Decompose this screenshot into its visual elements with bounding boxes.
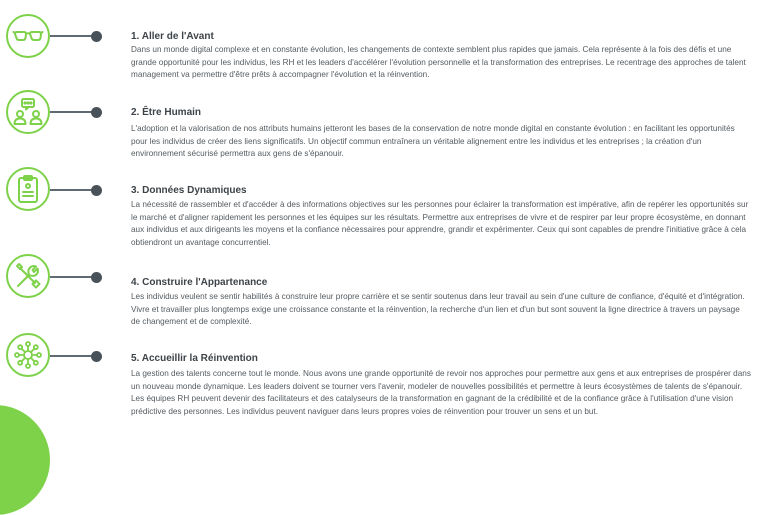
section-body: La nécessité de rassembler et d'accéder à des informations objectives sur les personnes pour éclairer la transformation est impérative, afin de repérer les opportunités sur le marché et d'aligner rapidement les personnes et les équipes sur les résultats. Permettre aux entreprises de vivre et de respirer par leur propre écosystème, en donnant aux individus et aux dirigeants les moyens et la confiance nécessaires pour apprendre, grandir et expérimenter. Ceux qui sont capables de prendre l'initiative grâce à cela obtiendront un avantage concurrentiel. <box>131 200 749 247</box>
connector-line <box>50 111 94 113</box>
connector-dot <box>91 272 102 283</box>
connector-dot <box>91 107 102 118</box>
connector-dot <box>91 31 102 42</box>
network-icon <box>6 333 50 377</box>
section-body: Dans un monde digital complexe et en constante évolution, les changements de contexte semblent plus rapides que jamais. Cela représente à la fois des défis et une grande opportunité pour les individus, les RH et les leaders d'accélérer l'évolution personnelle et la transformation des entreprises. Le recentrage des approches de talent management va permettre d'être prêts à accompagner l'évolution et la réinvention. <box>131 45 746 79</box>
connector-dot <box>91 351 102 362</box>
people-conversation-icon <box>6 90 50 134</box>
section-title: 2. Être Humain <box>131 107 202 118</box>
section-title: 1. Aller de l'Avant <box>131 31 214 42</box>
section-body: L'adoption et la valorisation de nos attributs humains jetteront les bases de la conservation de notre monde digital en constante évolution : en facilitant les opportunités pour les individus de créer des liens significatifs. Un objectif commun entraînera un véritable alignement entre les individus et les entreprises ; la création d'un environnement sécurisé permettra aux gens de s'épanouir. <box>131 124 735 158</box>
connector-dot <box>91 185 102 196</box>
decorative-corner-shape <box>0 405 50 515</box>
tools-icon <box>6 254 50 298</box>
section-body: La gestion des talents concerne tout le monde. Nous avons une grande opportunité de revoir nos approches pour permettre aux gens et aux entreprises de prospérer dans un nouveau monde dynamique. Les leaders doivent se tourner vers l'avenir, modeler de nouvelles possibilités et permettre à leurs écosystèmes de talents de s'épanouir. Les équipes RH peuvent devenir des facilitateurs et des catalyseurs de la transformation en gagnant de la crédibilité et de la confiance grâce à l'utilisation d'une vision prédictive des personnes. Les individus peuvent naviguer dans leurs propres voies de réinvention pour trouver un sens et un but. <box>131 369 751 416</box>
connector-line <box>50 35 94 37</box>
section-body: Les individus veulent se sentir habilités à construire leur propre carrière et se sentir soutenus dans leur travail au sein d'une culture de confiance, d'équité et d'intégration. Vivre et travailler plus longtemps exige une croissance constante et la réinvention, la recherche d'un lien et d'un but sont souvent la ligne directrice à travers un paysage de changement et de complexité. <box>131 292 745 326</box>
glasses-icon <box>6 14 50 58</box>
connector-line <box>50 189 94 191</box>
section-title: 4. Construire l'Appartenance <box>131 277 268 288</box>
clipboard-icon <box>6 167 50 211</box>
section-title: 3. Données Dynamiques <box>131 185 247 196</box>
connector-line <box>50 355 94 357</box>
section-title: 5. Accueillir la Réinvention <box>131 353 258 364</box>
connector-line <box>50 276 94 278</box>
